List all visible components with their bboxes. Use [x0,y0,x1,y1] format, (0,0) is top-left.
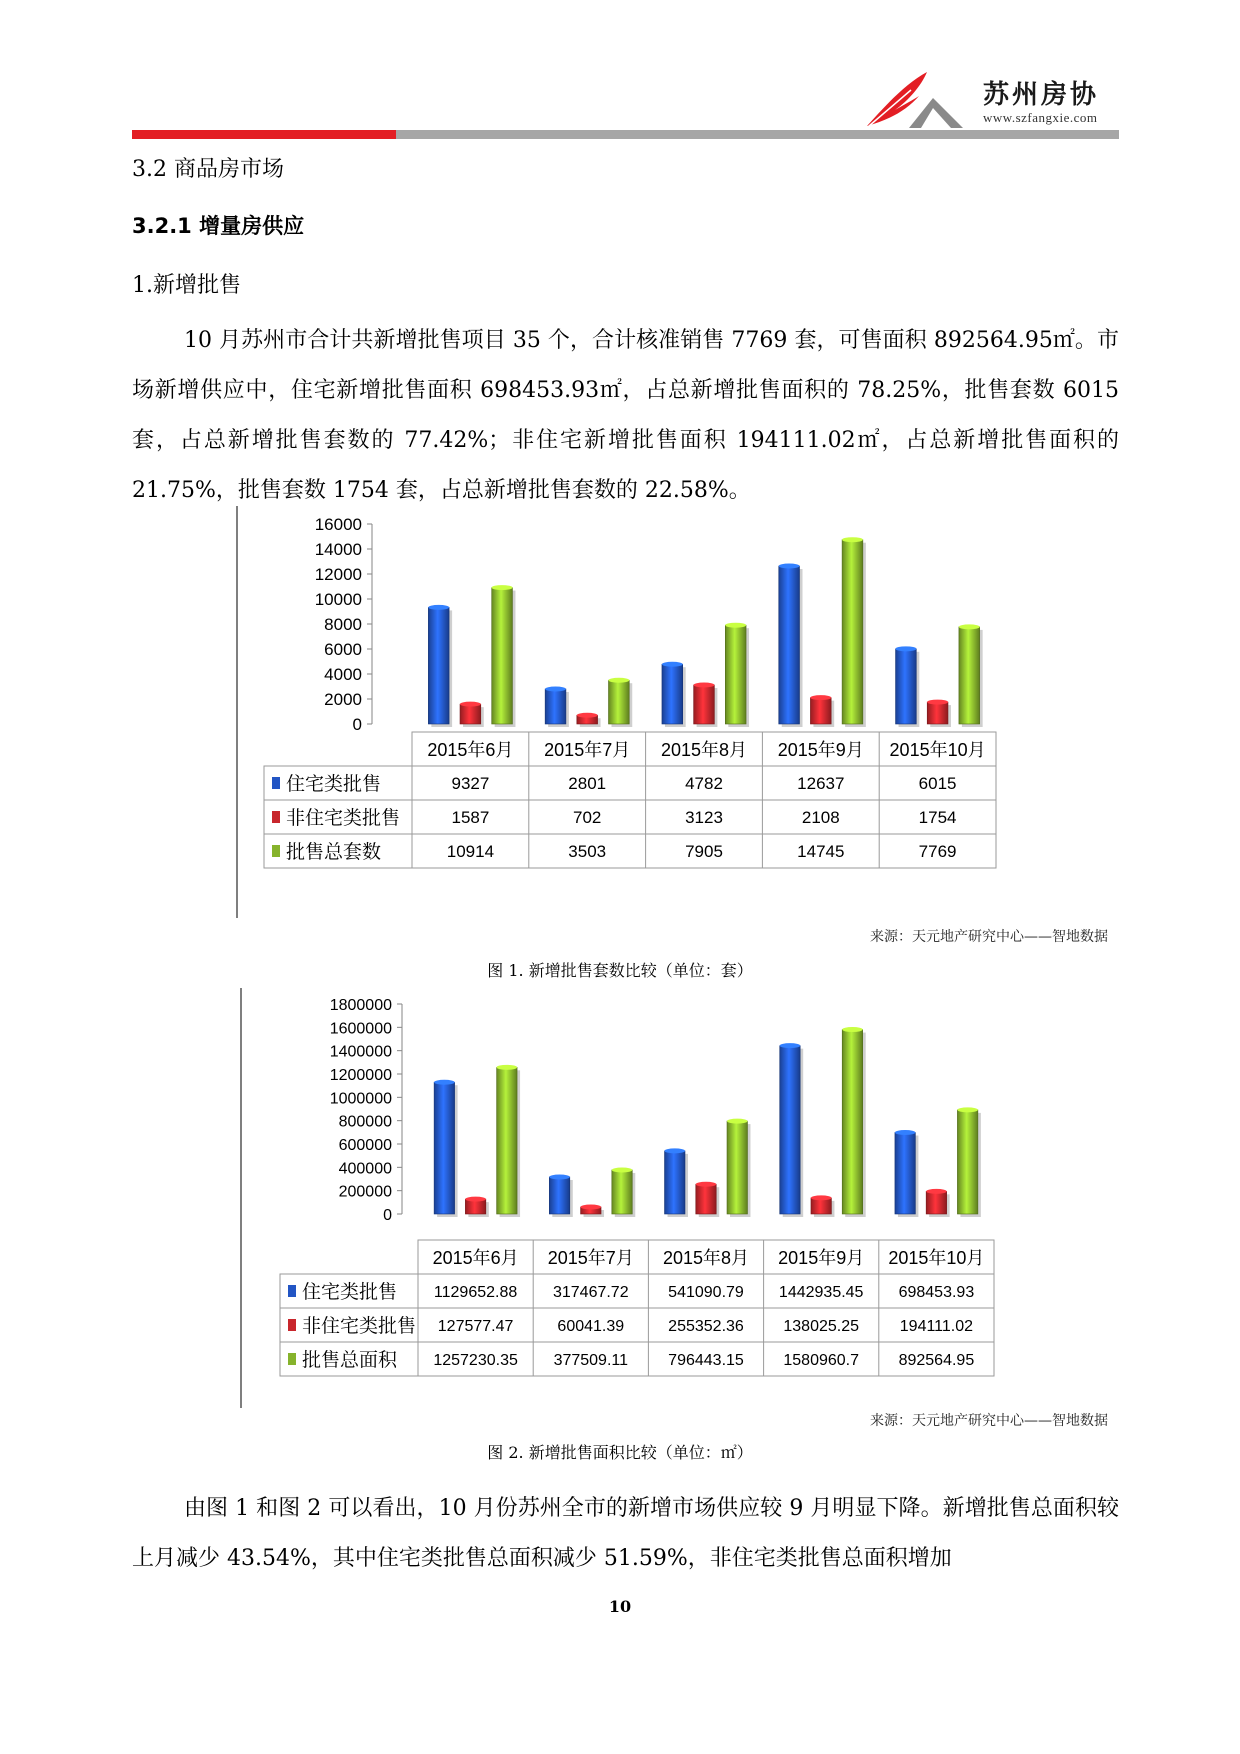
y-tick-label: 1400000 [329,1043,392,1061]
y-tick-label: 14000 [314,540,362,559]
bar [609,680,630,724]
data-label: 60041.39 [557,1318,625,1335]
x-category-label: 2015年10月 [889,740,986,760]
data-label: 377509.11 [553,1352,629,1369]
data-label: 7769 [918,842,957,861]
x-category-label: 2015年9月 [778,1248,865,1268]
data-label: 138025.25 [783,1318,860,1335]
legend-swatch [272,777,280,789]
brand-name: 苏州房协 [983,80,1100,110]
section-heading: 3.2 商品房市场 [132,157,284,182]
y-tick-label: 400000 [338,1160,392,1178]
chart-1-svg [238,506,1005,918]
bar-top [545,686,566,691]
data-label: 127577.47 [437,1318,514,1335]
figure-1-source: 来源：天元地产研究中心——智地数据 [870,929,1108,945]
y-tick-label: 10000 [314,590,362,609]
data-label: 1587 [451,808,490,827]
bar-top [694,682,715,687]
item-heading: 1.新增批售 [132,273,241,298]
bar-top [549,1174,569,1179]
y-tick-label: 16000 [314,515,362,534]
bar-top [434,1080,454,1085]
bar [460,704,481,724]
bar [662,664,683,724]
y-tick-label: 200000 [338,1183,392,1201]
bar-top [842,1027,862,1032]
bar [780,1046,800,1214]
bar-top [581,1204,601,1209]
legend-label: 非住宅类批售 [286,808,401,829]
data-label: 9327 [451,774,490,793]
figure-1-caption: 图 1. 新增批售套数比较（单位：套） [487,961,753,980]
bar-top [927,700,948,705]
data-label: 1129652.88 [433,1284,518,1301]
bar [428,607,449,724]
data-label: 255352.36 [668,1318,744,1335]
chart-2-svg [242,988,1000,1408]
body-paragraph-2: 由图 1 和图 2 可以看出，10 月份苏州全市的新增市场供应较 9 月明显下降。新增批售总面积较上月减少 43.54%，其中住宅类批售总面积减少 51.59%，非住宅类批售总面积增加 [132,1496,1119,1571]
data-label: 14745 [797,842,845,861]
bar-top [842,537,863,542]
data-label: 702 [573,808,602,827]
data-label: 1580960.7 [783,1352,860,1369]
bar [612,1170,632,1214]
data-label: 12637 [797,774,845,793]
y-tick-label: 8000 [324,615,362,634]
figure-2-source: 来源：天元地产研究中心——智地数据 [870,1413,1108,1429]
legend-label: 住宅类批售 [302,1282,398,1303]
bar-top [465,1197,485,1202]
x-category-label: 2015年7月 [547,1248,634,1268]
header-rule [132,130,1119,139]
data-label: 892564.95 [898,1352,975,1369]
data-label: 3503 [568,842,607,861]
data-label: 2108 [801,808,840,827]
y-tick-label: 1600000 [329,1020,392,1038]
brand-url: www.szfangxie.com [983,110,1098,125]
data-label: 7905 [685,842,723,861]
data-label: 4782 [685,774,723,793]
chart-2 [240,988,1002,1408]
data-label: 317467.72 [552,1284,629,1301]
bar-top [497,1065,517,1070]
bar-top [780,1043,800,1048]
bar-top [959,624,980,629]
data-label: 1442935.45 [778,1284,864,1301]
bar [434,1082,454,1214]
y-tick-label: 2000 [324,690,362,709]
y-tick-label: 6000 [324,640,362,659]
bar [694,685,715,724]
bar-top [665,1148,685,1153]
legend-swatch [272,811,280,823]
bar [927,702,948,724]
x-category-label: 2015年6月 [432,1248,519,1268]
data-label: 541090.79 [668,1284,744,1301]
y-tick-label: 1800000 [329,997,392,1014]
x-category-label: 2015年10月 [888,1248,985,1268]
bar-top [957,1107,977,1112]
bar-top [460,702,481,707]
bar [725,625,746,724]
bar-top [609,678,630,683]
bar [810,698,831,724]
bar [926,1191,946,1214]
bar [957,1110,977,1214]
bar [549,1177,569,1214]
bar [895,1133,915,1214]
bar-top [811,1195,831,1200]
data-label: 194111.02 [899,1318,974,1335]
x-category-label: 2015年8月 [660,740,748,760]
bar [842,1030,862,1214]
x-category-label: 2015年8月 [662,1248,750,1268]
bar-top [577,713,598,718]
bar-top [612,1167,632,1172]
bar-top [492,585,513,590]
bar [545,689,566,724]
bar-top [428,605,449,610]
bar [492,588,513,724]
logo [865,70,1125,130]
data-label: 6015 [918,774,957,793]
subsection-heading: 3.2.1 增量房供应 [132,214,305,238]
figure-2-caption: 图 2. 新增批售面积比较（单位：㎡） [487,1443,753,1462]
y-tick-label: 12000 [314,565,362,584]
bar [696,1184,716,1214]
x-category-label: 2015年7月 [544,740,631,760]
x-category-label: 2015年6月 [427,740,514,760]
legend-label: 批售总面积 [302,1350,398,1371]
data-label: 1754 [918,808,957,827]
data-label: 1257230.35 [433,1352,518,1369]
y-tick-label: 0 [383,1207,392,1224]
bar-top [895,1130,915,1135]
legend-label: 批售总套数 [286,842,382,863]
x-category-label: 2015年9月 [777,740,864,760]
legend-label: 住宅类批售 [286,774,382,795]
legend-swatch [272,845,280,857]
data-label: 796443.15 [668,1352,744,1369]
bar [497,1067,517,1214]
legend-swatch [288,1353,296,1365]
bar [896,649,917,724]
bar-top [810,695,831,700]
data-label: 698453.93 [898,1284,975,1301]
bar-top [896,646,917,651]
page-number: 10 [608,1597,632,1616]
bar [842,540,863,724]
bar [779,566,800,724]
bar-top [727,1119,747,1124]
bar-top [779,564,800,569]
y-tick-label: 4000 [324,665,362,684]
data-label: 10914 [446,842,495,861]
y-tick-label: 1000000 [329,1090,392,1108]
bar-top [696,1182,716,1187]
data-label: 2801 [568,774,607,793]
bar-top [662,662,683,667]
y-tick-label: 600000 [338,1137,392,1154]
y-tick-label: 1200000 [329,1067,392,1084]
y-tick-label: 0 [352,715,362,734]
chart-1 [236,506,1007,918]
legend-swatch [288,1319,296,1331]
data-label: 3123 [685,808,723,827]
bar-top [926,1189,946,1194]
bar [959,627,980,724]
legend-label: 非住宅类批售 [302,1316,417,1337]
body-paragraph-1: 10 月苏州市合计共新增批售项目 35 个，合计核准销售 7769 套，可售面积 892564.95㎡。市场新增供应中，住宅新增批售面积 698453.93㎡，占总新增批售面积的 78.25%，批售套数 6015 套，占总新增批售套数的 77.42%；非住宅新增批售面积 194111.02㎡，占总新增批售面积的 21.75%，批售套数 1754 套，占总新增批售套数的 22.58%。 [132,328,1119,503]
logo-quill-house-icon [865,70,975,130]
legend-swatch [288,1285,296,1297]
bar-top [725,623,746,628]
bar [665,1151,685,1214]
y-tick-label: 800000 [338,1113,392,1131]
bar [727,1121,747,1214]
